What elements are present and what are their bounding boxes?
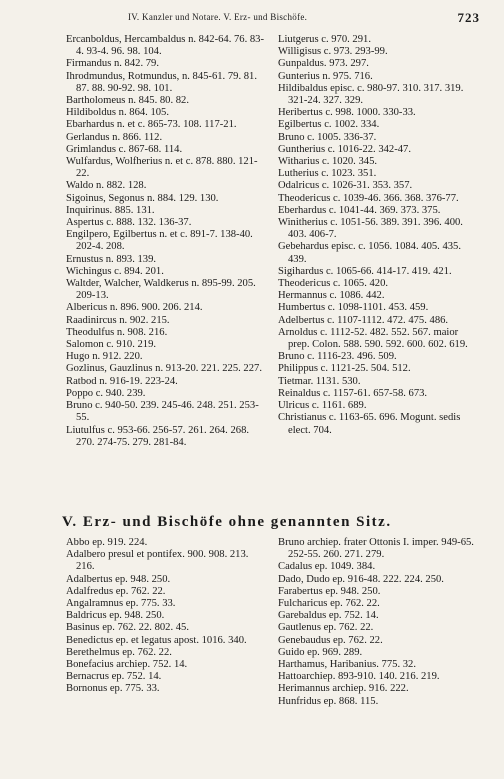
index-entry: Bruno c. 1005. 336-37.	[278, 131, 377, 143]
index-column-right	[278, 34, 478, 449]
index-entry: Adalfredus ep. 762. 22.	[66, 585, 166, 597]
index-entry: Winitherius c. 1051-56. 389. 391. 396. 400. 403. 406-7.	[278, 217, 463, 241]
index-entry: Angalramnus ep. 775. 33.	[66, 598, 176, 610]
index-entry: Garebaldus ep. 752. 14.	[278, 610, 379, 622]
index-entry: Firmandus n. 842. 79.	[66, 58, 159, 70]
index-entry: Adelbertus c. 1107-1112. 472. 475. 486.	[278, 314, 449, 326]
index-entry: Philippus c. 1121-25. 504. 512.	[278, 363, 411, 375]
index-entry: Salomon c. 910. 219.	[66, 339, 157, 351]
index-entry: Hildiboldus n. 864. 105.	[66, 107, 169, 119]
index-entry: Adalbero presul et pontifex. 900. 908. 213. 216.	[66, 549, 249, 573]
index-entry: Fulcharicus ep. 762. 22.	[278, 598, 380, 610]
index-entry: Bernacrus ep. 752. 14.	[66, 671, 162, 683]
index-entry: Basinus ep. 762. 22. 802. 45.	[66, 622, 190, 634]
index-entry: Witharius c. 1020. 345.	[278, 156, 378, 168]
index-entry: Gebehardus episc. c. 1056. 1084. 405. 435. 439.	[278, 241, 462, 265]
index-entry: Gozlinus, Gauzlinus n. 913-20. 221. 225. 227.	[66, 363, 262, 375]
index-entry: Benedictus ep. et legatus apost. 1016. 340.	[66, 634, 247, 646]
index-entry: Humbertus c. 1098-1101. 453. 459.	[278, 302, 429, 314]
index-entry: Inquirinus. 885. 131.	[66, 204, 155, 216]
index-entry: Gunpaldus. 973. 297.	[278, 58, 369, 70]
index-entry: Bruno c. 940-50. 239. 245-46. 248. 251. 253-55.	[66, 400, 259, 424]
index-entry: Bruno c. 1116-23. 496. 509.	[278, 351, 397, 363]
index-entry: Aspertus c. 888. 132. 136-37.	[66, 217, 192, 229]
index-entry: Adalbertus ep. 948. 250.	[66, 573, 171, 585]
index-entry: Odalricus c. 1026-31. 353. 357.	[278, 180, 413, 192]
index-entry: Eberhardus c. 1041-44. 369. 373. 375.	[278, 204, 441, 216]
index-entry: Hermannus c. 1086. 442.	[278, 290, 385, 302]
page-number: 723	[457, 10, 480, 25]
index-entry: Ihrodmundus, Rotmundus, n. 845-61. 79. 81. 87. 88. 90-92. 98. 101.	[66, 70, 257, 94]
index-entry: Willigisus c. 973. 293-99.	[278, 46, 388, 58]
index-entry: Dado, Dudo ep. 916-48. 222. 224. 250.	[278, 573, 444, 585]
index-entry: Theodericus c. 1039-46. 366. 368. 376-77.	[278, 192, 459, 204]
index-entry: Genebaudus ep. 762. 22.	[278, 634, 383, 646]
index-entry: Baldricus ep. 948. 250.	[66, 610, 165, 622]
index-entry: Sigihardus c. 1065-66. 414-17. 419. 421.	[278, 265, 452, 277]
index-entry: Bartholomeus n. 845. 80. 82.	[66, 95, 189, 107]
index-entry: Gerlandus n. 866. 112.	[66, 131, 163, 143]
index-entry: Ebarhardus n. et c. 865-73. 108. 117-21.	[66, 119, 237, 131]
index-entry: Hattoarchiep. 893-910. 140. 216. 219.	[278, 671, 440, 683]
index-column-right	[278, 537, 478, 708]
index-entry: Wichingus c. 894. 201.	[66, 265, 164, 277]
index-entry: Guido ep. 969. 289.	[278, 646, 363, 658]
page-header	[58, 10, 480, 26]
index-entry: Bonefacius archiep. 752. 14.	[66, 659, 188, 671]
index-entry: Herimannus archiep. 916. 222.	[278, 683, 409, 695]
index-entry: Lutherius c. 1023. 351.	[278, 168, 377, 180]
index-entry: Liutgerus c. 970. 291.	[278, 34, 371, 45]
index-entry: Wulfardus, Wolfherius n. et c. 878. 880. 121-22.	[66, 156, 258, 180]
index-entry: Theodulfus n. 908. 216.	[66, 326, 168, 338]
section-heading: V. Erz- und Bischöfe ohne genannten Sitz.	[62, 514, 392, 530]
running-title: IV. Kanzler und Notare. V. Erz- und Bischöfe.	[128, 12, 308, 22]
index-entry: Farabertus ep. 948. 250.	[278, 585, 381, 597]
index-entry: Bruno archiep. frater Ottonis I. imper. 949-65. 252-55. 260. 271. 279.	[278, 537, 474, 561]
index-entry: Hildibaldus episc. c. 980-97. 310. 317. 319. 321-24. 327. 329.	[278, 82, 464, 107]
index-entry: Waldo n. 882. 128.	[66, 180, 147, 192]
index-entry: Gautlenus ep. 762. 22.	[278, 622, 374, 634]
index-top-section	[66, 34, 478, 449]
index-entry: Christianus c. 1163-65. 696. Mogunt. sedis elect. 704.	[278, 412, 461, 436]
index-entry: Hunfridus ep. 868. 115.	[278, 695, 379, 707]
index-entry: Guntherius c. 1016-22. 342-47.	[278, 143, 411, 155]
index-column-left	[66, 537, 266, 708]
index-entry: Berethelmus ep. 762. 22.	[66, 646, 172, 658]
index-entry: Harthamus, Haribanius. 775. 32.	[278, 659, 416, 671]
index-entry: Tietmar. 1131. 530.	[278, 375, 361, 387]
index-entry: Ercanboldus, Hercambaldus n. 842-64. 76. 83-4. 93-4. 96. 98. 104.	[66, 34, 264, 58]
index-entry: Raadinircus n. 902. 215.	[66, 314, 170, 326]
index-entry: Reinaldus c. 1157-61. 657-58. 673.	[278, 387, 428, 399]
index-bottom-section	[66, 537, 478, 708]
index-entry: Sigoinus, Segonus n. 884. 129. 130.	[66, 192, 219, 204]
index-entry: Hugo n. 912. 220.	[66, 351, 143, 363]
index-entry: Abbo ep. 919. 224.	[66, 537, 148, 548]
index-entry: Arnoldus c. 1112-52. 482. 552. 567. maior prep. Colon. 588. 590. 592. 600. 602. 619.	[278, 326, 468, 351]
index-entry: Heribertus c. 998. 1000. 330-33.	[278, 107, 416, 119]
index-entry: Bornonus ep. 775. 33.	[66, 683, 160, 695]
index-entry: Theodericus c. 1065. 420.	[278, 278, 389, 290]
index-column-left	[66, 34, 266, 449]
index-entry: Ulricus c. 1161. 689.	[278, 400, 367, 412]
index-entry: Liutulfus c. 953-66. 256-57. 261. 264. 268. 270. 274-75. 279. 281-84.	[66, 424, 250, 448]
index-entry: Ratbod n. 916-19. 223-24.	[66, 375, 178, 387]
index-entry: Poppo c. 940. 239.	[66, 387, 146, 399]
index-entry: Engilpero, Egilbertus n. et c. 891-7. 138-40. 202-4. 208.	[66, 229, 253, 253]
index-entry: Waltder, Walcher, Waldkerus n. 895-99. 205. 209-13.	[66, 278, 256, 302]
index-entry: Cadalus ep. 1049. 384.	[278, 561, 376, 573]
index-entry: Albericus n. 896. 900. 206. 214.	[66, 302, 203, 314]
index-entry: Ernustus n. 893. 139.	[66, 253, 157, 265]
index-entry: Egilbertus c. 1002. 334.	[278, 119, 380, 131]
index-entry: Gunterius n. 975. 716.	[278, 70, 373, 82]
index-entry: Grimlandus c. 867-68. 114.	[66, 143, 183, 155]
